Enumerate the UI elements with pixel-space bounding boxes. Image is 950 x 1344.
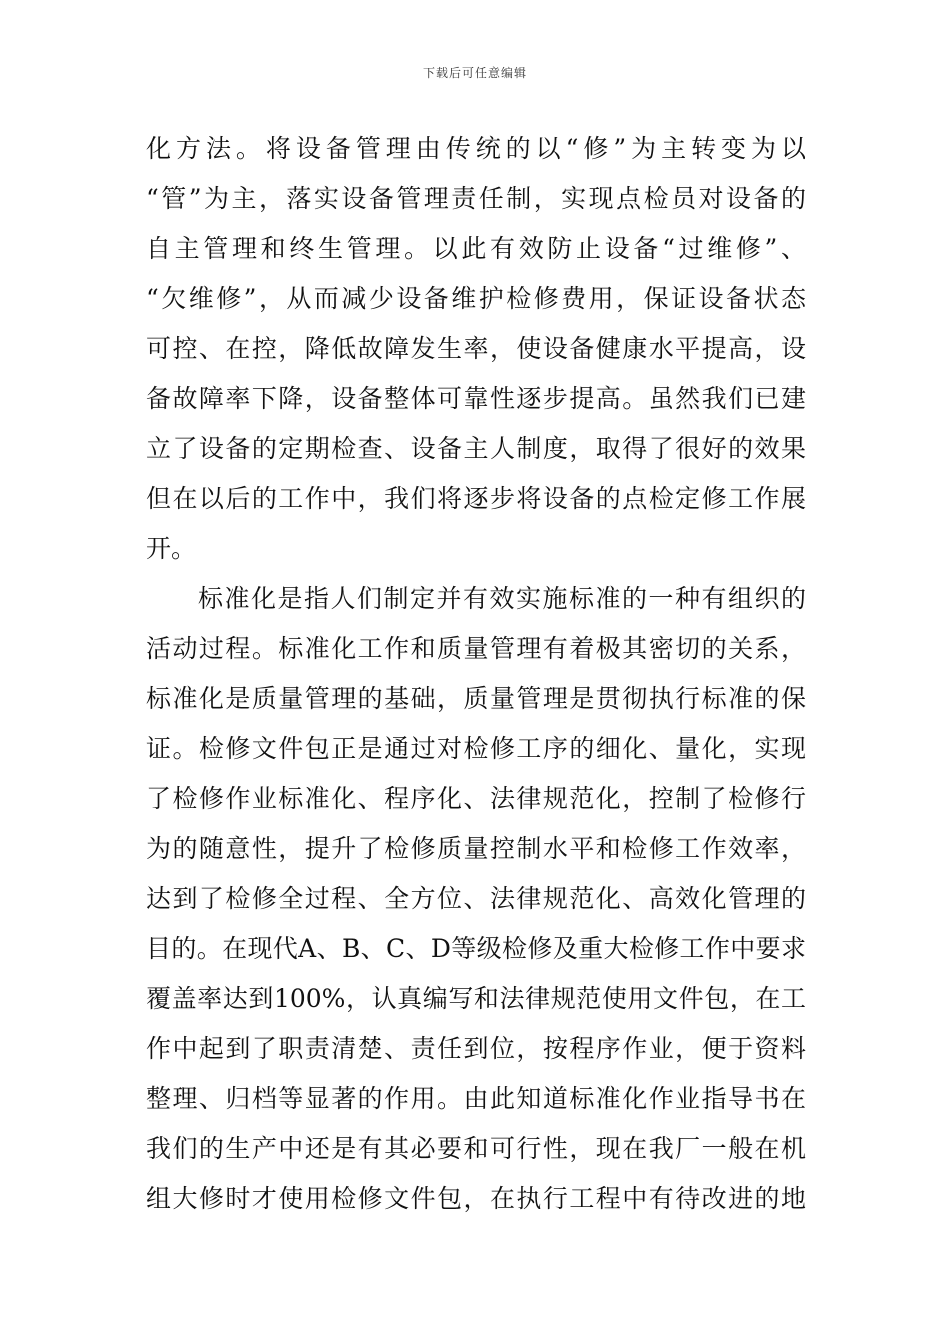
- text-line: 立了设备的定期检查、设备主人制度，取得了很好的效果: [146, 434, 806, 463]
- text-line: 自主管理和终生管理。以此有效防止设备“过维修”、: [146, 234, 806, 263]
- text-line: 组大修时才使用检修文件包，在执行工程中有待改进的地: [146, 1184, 806, 1213]
- text-line: 标准化是指人们制定并有效实施标准的一种有组织的: [198, 584, 806, 613]
- text-line: 活动过程。标准化工作和质量管理有着极其密切的关系，: [146, 634, 806, 663]
- text-line: 覆盖率达到100%，认真编写和法律规范使用文件包，在工: [146, 984, 806, 1013]
- text-line: “欠维修”，从而减少设备维护检修费用，保证设备状态: [146, 284, 806, 313]
- text-line: 开。: [146, 534, 197, 563]
- text-line: 我们的生产中还是有其必要和可行性，现在我厂一般在机: [146, 1134, 806, 1163]
- text-line: 备故障率下降，设备整体可靠性逐步提高。虽然我们已建: [146, 384, 806, 413]
- text-line: 标准化是质量管理的基础，质量管理是贯彻执行标准的保: [146, 684, 806, 713]
- page-header: 下载后可任意编辑: [422, 66, 527, 80]
- text-line: 证。检修文件包正是通过对检修工序的细化、量化，实现: [146, 734, 806, 763]
- text-line: 整理、归档等显著的作用。由此知道标准化作业指导书在: [146, 1084, 806, 1113]
- text-line: 可控、在控，降低故障发生率，使设备健康水平提高，设: [146, 334, 806, 363]
- text-line: 化方法。将设备管理由传统的以“修”为主转变为以: [146, 134, 806, 163]
- text-line: 目的。在现代A、B、C、D等级检修及重大检修工作中要求: [146, 934, 806, 963]
- text-line: “管”为主，落实设备管理责任制，实现点检员对设备的: [146, 184, 806, 213]
- document-body: [146, 124, 806, 1224]
- text-line: 达到了检修全过程、全方位、法律规范化、高效化管理的: [146, 884, 806, 913]
- paragraph-2: [146, 574, 806, 1224]
- text-line: 作中起到了职责清楚、责任到位，按程序作业，便于资料: [146, 1034, 806, 1063]
- text-line: 为的随意性，提升了检修质量控制水平和检修工作效率，: [146, 834, 806, 863]
- text-line: 但在以后的工作中，我们将逐步将设备的点检定修工作展: [146, 484, 806, 513]
- paragraph-1: [146, 124, 806, 574]
- text-line: 了检修作业标准化、程序化、法律规范化，控制了检修行: [146, 784, 806, 813]
